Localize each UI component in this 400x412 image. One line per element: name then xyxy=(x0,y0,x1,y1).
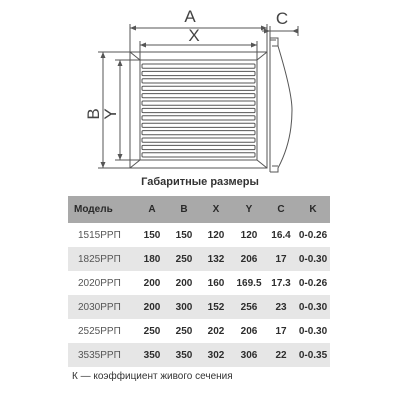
louver-slat xyxy=(142,64,255,68)
cell-b: 250 xyxy=(175,325,193,337)
cell-a: 200 xyxy=(143,277,161,289)
louver-slats xyxy=(142,64,255,157)
cell-b: 300 xyxy=(168,295,200,319)
cell-x: 302 xyxy=(200,343,232,367)
table-row xyxy=(68,223,330,247)
cell-y: 206 xyxy=(232,247,266,271)
table-row xyxy=(68,343,330,367)
cell-y: 169.5 xyxy=(236,277,262,289)
header-y: Y xyxy=(232,196,266,223)
grille-dimension-drawing xyxy=(0,0,400,200)
louver-slat xyxy=(142,145,255,149)
dimension-label-c: C xyxy=(275,9,289,28)
table-header-row xyxy=(68,196,330,223)
cell-y: 206 xyxy=(240,325,258,337)
cell-x: 160 xyxy=(207,277,225,289)
drawing-caption: Габаритные размеры xyxy=(141,176,259,188)
header-model: Модель xyxy=(68,196,136,223)
cell-a: 350 xyxy=(136,343,168,367)
cell-model: 2030РРП xyxy=(68,295,136,319)
cell-a: 180 xyxy=(136,247,168,271)
cell-b: 200 xyxy=(175,277,193,289)
cell-model: 1515РРП xyxy=(78,229,121,241)
cell-b: 350 xyxy=(168,343,200,367)
cell-x: 202 xyxy=(207,325,225,337)
louver-slat xyxy=(142,79,255,83)
cell-model: 2020РРП xyxy=(78,277,121,289)
cell-x: 152 xyxy=(200,295,232,319)
dimension-label-y: Y xyxy=(101,108,120,120)
cell-k: 0-0.30 xyxy=(296,295,330,319)
cell-x: 120 xyxy=(207,229,225,241)
louver-slat xyxy=(142,131,255,135)
footnote: К — коэффициент живого сечения xyxy=(72,371,233,382)
table-row xyxy=(68,247,330,271)
header-x: X xyxy=(200,196,232,223)
louver-slat xyxy=(142,138,255,142)
louver-slat xyxy=(142,108,255,112)
cell-model: 3535РРП xyxy=(68,343,136,367)
cell-k: 0-0.26 xyxy=(298,229,328,241)
header-c: C xyxy=(266,196,296,223)
louver-slat xyxy=(142,123,255,127)
cell-c: 17 xyxy=(266,247,296,271)
table-row xyxy=(68,319,330,343)
cell-y: 256 xyxy=(232,295,266,319)
cell-b: 250 xyxy=(168,247,200,271)
dimension-label-x: X xyxy=(188,26,200,45)
cell-c: 16.4 xyxy=(271,229,291,241)
louver-slat xyxy=(142,86,255,90)
cell-k: 0-0.30 xyxy=(298,325,328,337)
cell-a: 150 xyxy=(143,229,161,241)
cell-k: 0-0.35 xyxy=(296,343,330,367)
louver-slat xyxy=(142,101,255,105)
cell-x: 132 xyxy=(200,247,232,271)
cell-y: 306 xyxy=(232,343,266,367)
cell-k: 0-0.26 xyxy=(298,277,328,289)
cell-b: 150 xyxy=(175,229,193,241)
header-b: B xyxy=(168,196,200,223)
header-a: A xyxy=(136,196,168,223)
dimension-label-b: B xyxy=(84,108,103,120)
louver-slat xyxy=(142,153,255,157)
cell-k: 0-0.30 xyxy=(296,247,330,271)
cell-c: 23 xyxy=(266,295,296,319)
dimensions-table xyxy=(68,196,330,367)
louver-slat xyxy=(142,116,255,120)
cell-y: 120 xyxy=(240,229,258,241)
cell-model: 1825РРП xyxy=(68,247,136,271)
cell-c: 22 xyxy=(266,343,296,367)
header-k: K xyxy=(296,196,330,223)
grille-outer-frame xyxy=(130,52,267,168)
dimension-label-a: A xyxy=(184,7,196,26)
cell-a: 250 xyxy=(143,325,161,337)
cell-a: 200 xyxy=(136,295,168,319)
cell-model: 2525РРП xyxy=(78,325,121,337)
table-row xyxy=(68,271,330,295)
grille-side-profile xyxy=(270,36,292,172)
cell-c: 17.3 xyxy=(271,277,291,289)
cell-c: 17 xyxy=(275,325,287,337)
table-row xyxy=(68,295,330,319)
louver-slat xyxy=(142,71,255,75)
louver-slat xyxy=(142,94,255,98)
